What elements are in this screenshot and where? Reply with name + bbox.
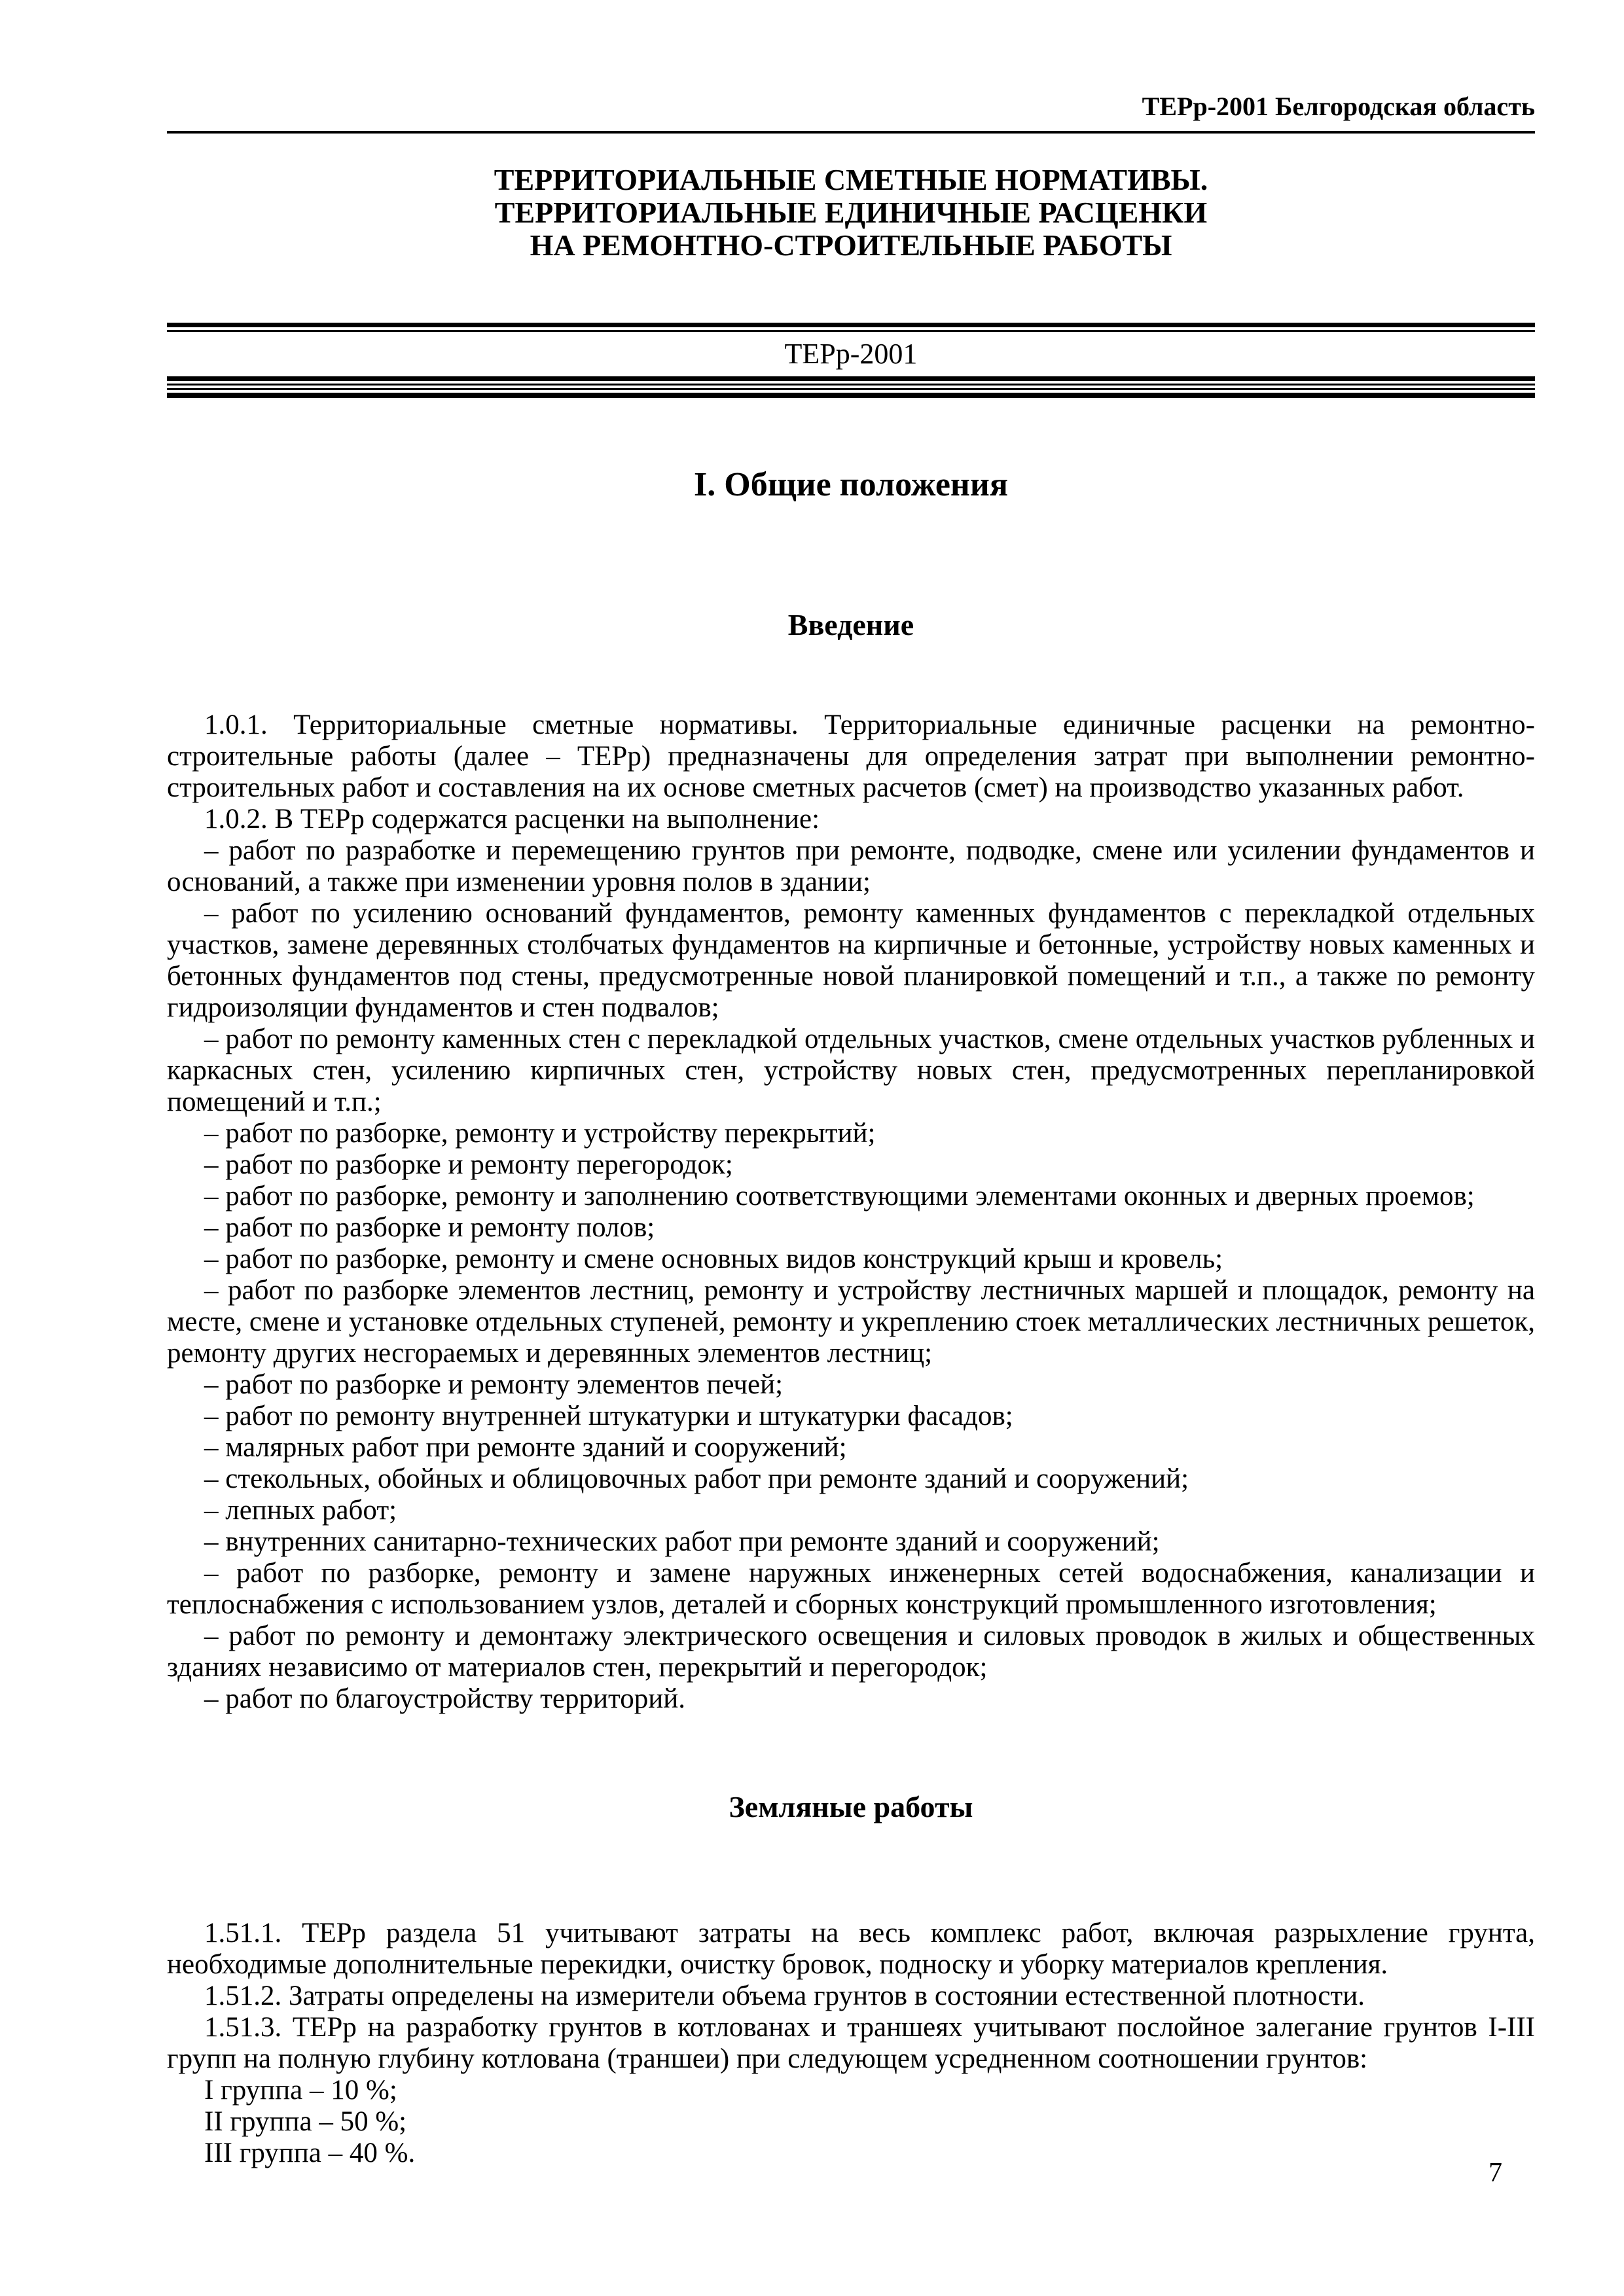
soil-group-line: III группа – 40 %. (204, 2138, 416, 2168)
section-heading: I. Общие положения (694, 466, 1008, 503)
title-line-1: ТЕРРИТОРИАЛЬНЫЕ СМЕТНЫЕ НОРМАТИВЫ. (494, 163, 1208, 196)
intro-heading: Введение (787, 608, 914, 641)
list-item-paragraph: – работ по разборке, ремонту и замене наружных инженерных сетей водоснабжения, канализации и теплоснабжения с использованием узлов, деталей и сборных конструкций промышленного изготовления; (167, 1558, 1535, 1620)
header-rule (167, 131, 1535, 134)
list-item-paragraph: – работ по разборке, ремонту и заполнению соответствующими элементами оконных и дверных проемов; (204, 1181, 1475, 1211)
title-line-3: НА РЕМОНТНО-СТРОИТЕЛЬНЫЕ РАБОТЫ (530, 228, 1172, 262)
list-item-paragraph: – внутренних санитарно-технических работ при ремонте зданий и сооружений; (204, 1526, 1160, 1557)
soil-group-line: II группа – 50 %; (204, 2106, 407, 2137)
list-item-paragraph: – работ по разборке и ремонту перегородок; (204, 1149, 733, 1180)
paragraph: 1.51.3. ТЕРр на разработку грунтов в котлованах и траншеях учитывают послойное залегание грунтов I-III групп на полную глубину котлована (траншеи) при следующем усредненном соотношении грунтов: (167, 2012, 1535, 2074)
list-item-paragraph: – работ по благоустройству территорий. (204, 1683, 685, 1714)
earthworks-body (167, 1918, 1535, 2169)
list-item-paragraph: – работ по ремонту внутренней штукатурки и штукатурки фасадов; (204, 1401, 1013, 1431)
title-line-2: ТЕРРИТОРИАЛЬНЫЕ ЕДИНИЧНЫЕ РАСЦЕНКИ (494, 196, 1208, 229)
paragraph: 1.0.2. В ТЕРр содержатся расценки на выполнение: (204, 804, 820, 834)
paragraph: 1.0.1. Территориальные сметные нормативы. Территориальные единичные расценки на ремонтно-строительные работы (далее – ТЕРр) предназначены для определения затрат при выполнении ремонтно-строительных работ и составления на их основе сметных расчетов (смет) на производство указанных работ. (167, 709, 1535, 803)
list-item-paragraph: – работ по ремонту и демонтажу электрического освещения и силовых проводок в жилых и общественных зданиях независимо от материалов стен, перекрытий и перегородок; (167, 1621, 1535, 1683)
soil-group-line: I группа – 10 %; (204, 2075, 397, 2106)
list-item-paragraph: – работ по усилению оснований фундаментов, ремонту каменных фундаментов с перекладкой отдельных участков, замене деревянных столбчатых фундаментов на кирпичные и бетонные, устройству новых каменных и бетонных фундаментов под стены, предусмотренные новой планировкой помещений и т.п., а также по ремонту гидроизоляции фундаментов и стен подвалов; (167, 898, 1535, 1023)
separator-double-line-bottom (167, 388, 1535, 398)
doc-code: ТЕРр-2001 (784, 338, 918, 370)
paragraph: 1.51.1. ТЕРр раздела 51 учитывают затраты на весь комплекс работ, включая разрыхление грунта, необходимые дополнительные перекидки, очистку бровок, подноску и уборку материалов крепления. (167, 1918, 1535, 1980)
running-header-title: ТЕРр-2001 Белгородская область (1142, 92, 1535, 121)
list-item-paragraph: – работ по разработке и перемещению грунтов при ремонте, подводке, смене или усилении фундаментов и оснований, а также при изменении уровня полов в здании; (167, 835, 1535, 897)
list-item-paragraph: – работ по разборке, ремонту и устройству перекрытий; (204, 1118, 876, 1149)
list-item-paragraph: – работ по разборке и ремонту элементов печей; (204, 1369, 784, 1400)
list-item-paragraph: – работ по разборке, ремонту и смене основных видов конструкций крыш и кровель; (204, 1244, 1223, 1274)
separator-double-line-middle (167, 376, 1535, 386)
list-item-paragraph: – работ по разборке элементов лестниц, ремонту и устройству лестничных маршей и площадок, ремонту на месте, смене и установке отдельных ступеней, ремонту и укреплению стоек металлических лестничных решеток, ремонту других несгораемых и деревянных элементов лестниц; (167, 1275, 1535, 1369)
list-item-paragraph: – стекольных, обойных и облицовочных работ при ремонте зданий и сооружений; (204, 1463, 1189, 1494)
list-item-paragraph: – работ по разборке и ремонту полов; (204, 1212, 655, 1243)
document-title (167, 164, 1535, 262)
list-item-paragraph: – работ по ремонту каменных стен с перекладкой отдельных участков, смене отдельных участков рубленных и каркасных стен, усилению кирпичных стен, устройству новых стен, предусмотренных перепланировкой помещений и т.п.; (167, 1024, 1535, 1117)
separator-double-line-top (167, 323, 1535, 332)
list-item-paragraph: – лепных работ; (204, 1495, 397, 1526)
page-number: 7 (1489, 2158, 1502, 2188)
earthworks-heading: Земляные работы (729, 1790, 973, 1823)
paragraph: 1.51.2. Затраты определены на измерители объема грунтов в состоянии естественной плотности. (204, 1981, 1365, 2011)
list-item-paragraph: – малярных работ при ремонте зданий и сооружений; (204, 1432, 847, 1463)
intro-body (167, 709, 1535, 1715)
